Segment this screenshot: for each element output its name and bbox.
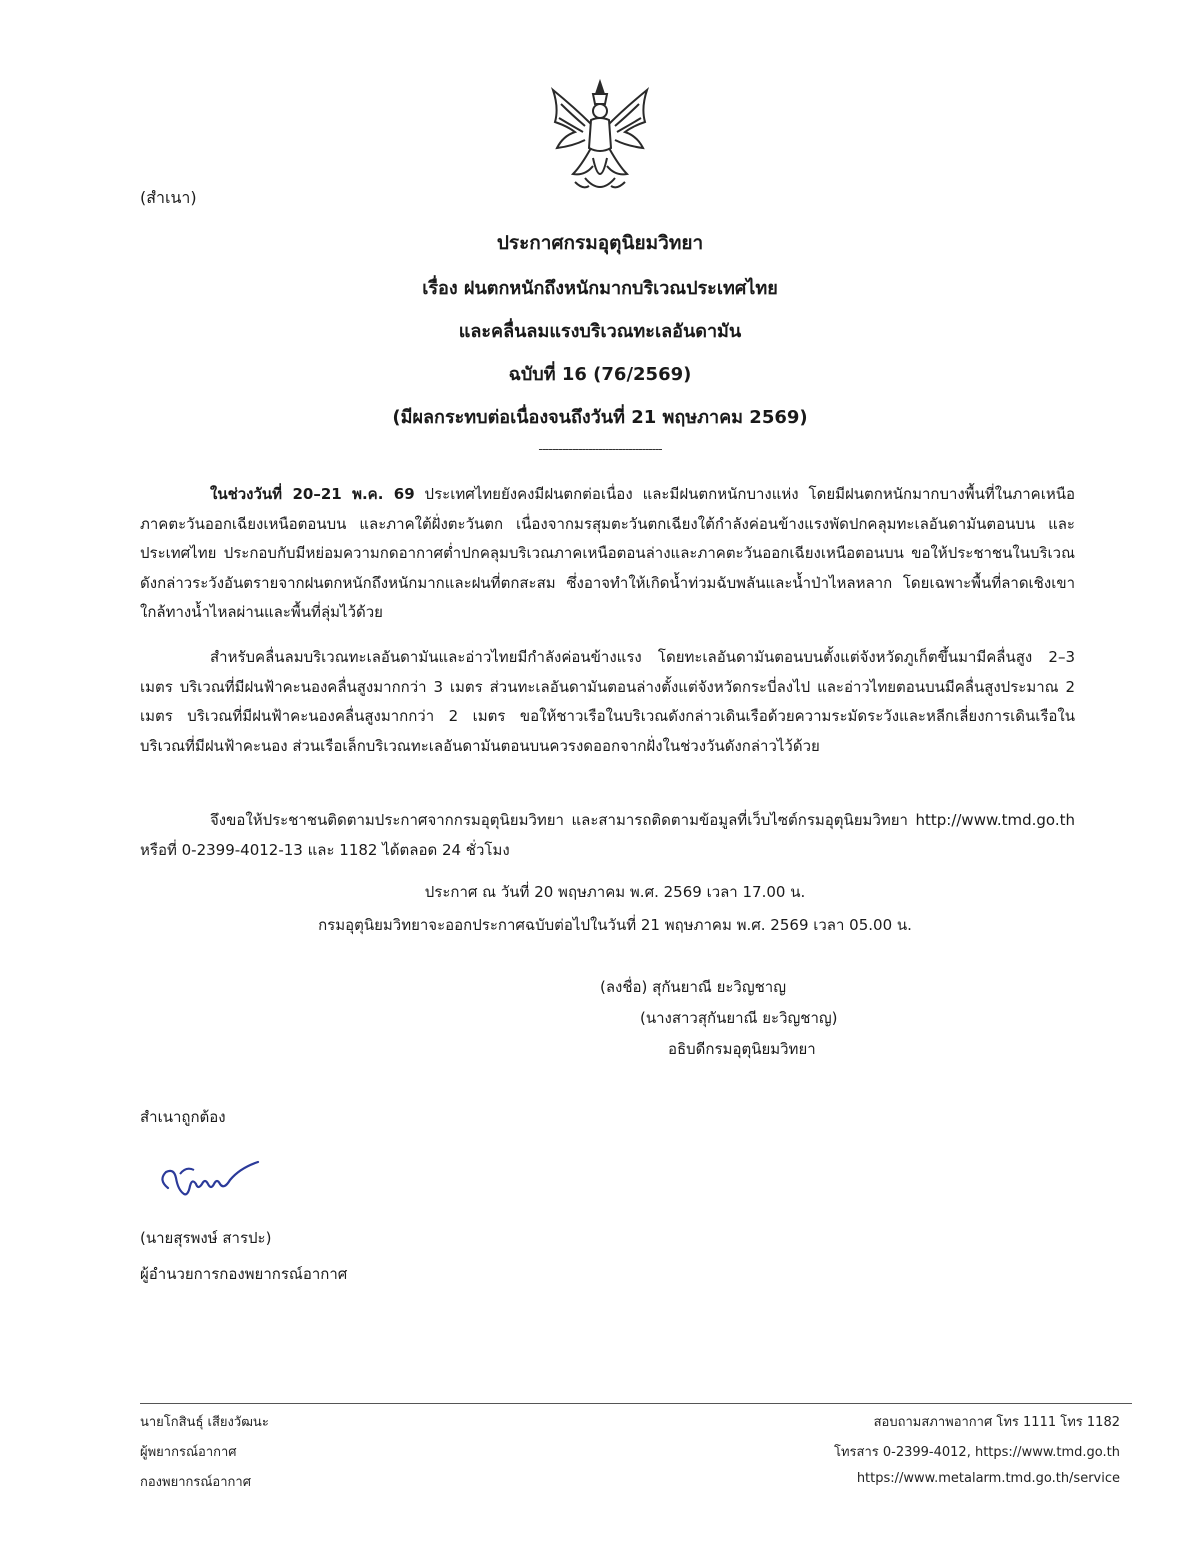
footer-right-line-1: สอบถามสภาพอากาศ โทร 1111 โทร 1182 (873, 1415, 1120, 1430)
certified-copy-label: สำเนาถูกต้อง (140, 1108, 226, 1126)
signatory-position: อธิบดีกรมอุตุนิยมวิทยา (668, 1040, 816, 1058)
footer-divider (140, 1403, 1132, 1404)
certifier-name: (นายสุรพงษ์ สารปะ) (140, 1229, 272, 1247)
footer-left-line-2: ผู้พยากรณ์อากาศ (140, 1445, 237, 1460)
announce-date: ประกาศ ณ วันที่ 20 พฤษภาคม พ.ศ. 2569 เวลา 17.00 น. (424, 883, 806, 901)
paragraph-follow-up: จึงขอให้ประชาชนติดตามประกาศจากกรมอุตุนิยมวิทยา และสามารถติดตามข้อมูลที่เว็บไซต์กรมอุตุนิยมวิทยา http://www.tmd.go.th หรือที่ 0-2399-4012-13 และ 1182 ได้ตลอด 24 ชั่วโมง (140, 811, 1075, 859)
footer-left-line-1: นายโกสินธุ์ เสียงวัฒนะ (140, 1415, 269, 1430)
certifier-position: ผู้อำนวยการกองพยากรณ์อากาศ (140, 1265, 348, 1283)
footer-left-line-3: กองพยากรณ์อากาศ (140, 1475, 251, 1490)
signed-line: (ลงชื่อ) สุกันยาณี ยะวิญชาญ (600, 978, 786, 996)
next-announcement: กรมอุตุนิยมวิทยาจะออกประกาศฉบับต่อไปในวันที่ 21 พฤษภาคม พ.ศ. 2569 เวลา 05.00 น. (318, 916, 912, 934)
paragraph-rain-date: ในช่วงวันที่ 20–21 พ.ค. 69 (210, 485, 415, 503)
signatory-full-name: (นางสาวสุกันยาณี ยะวิญชาญ) (640, 1009, 838, 1027)
copy-mark: (สำเนา) (140, 188, 197, 207)
paragraph-waves: สำหรับคลื่นลมบริเวณทะเลอันดามันและอ่าวไทยมีกำลังค่อนข้างแรง โดยทะเลอันดามันตอนบนตั้งแต่จังหวัดภูเก็ตขึ้นมามีคลื่นสูง 2–3 เมตร บริเวณที่มีฝนฟ้าคะนองคลื่นสูงมากกว่า 3 เมตร ส่วนทะเลอันดามันตอนล่างตั้งแต่จังหวัดกระบี่ลงไป และอ่าวไทยตอนบนมีคลื่นสูงประมาณ 2 เมตร บริเวณที่มีฝนฟ้าคะนองคลื่นสูงมากกว่า 2 เมตร ขอให้ชาวเรือในบริเวณดังกล่าวเดินเรือด้วยความระมัดระวังและหลีกเลี่ยงการเดินเรือในบริเวณที่มีฝนฟ้าคะนอง ส่วนเรือเล็กบริเวณทะเลอันดามันตอนบนควรงดออกจากฝั่งในช่วงวันดังกล่าวไว้ด้วย (140, 648, 1075, 755)
issue-number: ฉบับที่ 16 (76/2569) (508, 364, 692, 385)
header-separator: ------------------------------------- (538, 442, 662, 456)
handwritten-signature (150, 1150, 270, 1210)
footer-right-line-2: โทรสาร 0-2399-4012, https://www.tmd.go.th (834, 1445, 1120, 1460)
paragraph-rain (140, 480, 1075, 628)
paragraph-rain-text: ประเทศไทยยังคงมีฝนตกต่อเนื่อง และมีฝนตกหนักบางแห่ง โดยมีฝนตกหนักมากบางพื้นที่ในภาคเหนือ ภาคตะวันออกเฉียงเหนือตอนบน และภาคใต้ฝั่งตะวันตก เนื่องจากมรสุมตะวันตกเฉียงใต้กำลังค่อนข้างแรงพัดปกคลุมทะเลอันดามันตอนบน และประเทศไทย ประกอบกับมีหย่อมความกดอากาศต่ำปกคลุมบริเวณภาคเหนือตอนล่างและภาคตะวันออกเฉียงเหนือตอนบน ขอให้ประชาชนในบริเวณดังกล่าวระวังอันตรายจากฝนตกหนักถึงหนักมากและฝนที่ตกสะสม ซึ่งอาจทำให้เกิดน้ำท่วมฉับพลันและน้ำป่าไหลหลาก โดยเฉพาะพื้นที่ลาดเชิงเขาใกล้ทางน้ำไหลผ่านและพื้นที่ลุ่มไว้ด้วย (140, 485, 1075, 621)
footer-right-line-3: https://www.metalarm.tmd.go.th/service (856, 1471, 1120, 1486)
garuda-emblem-icon (545, 78, 655, 198)
subject-line-2: และคลื่นลมแรงบริเวณทะเลอันดามัน (458, 321, 742, 342)
effect-period: (มีผลกระทบต่อเนื่องจนถึงวันที่ 21 พฤษภาคม 2569) (392, 407, 808, 428)
announcement-title: ประกาศกรมอุตุนิยมวิทยา (496, 232, 704, 254)
subject-line-1: เรื่อง ฝนตกหนักถึงหนักมากบริเวณประเทศไทย (422, 278, 778, 299)
